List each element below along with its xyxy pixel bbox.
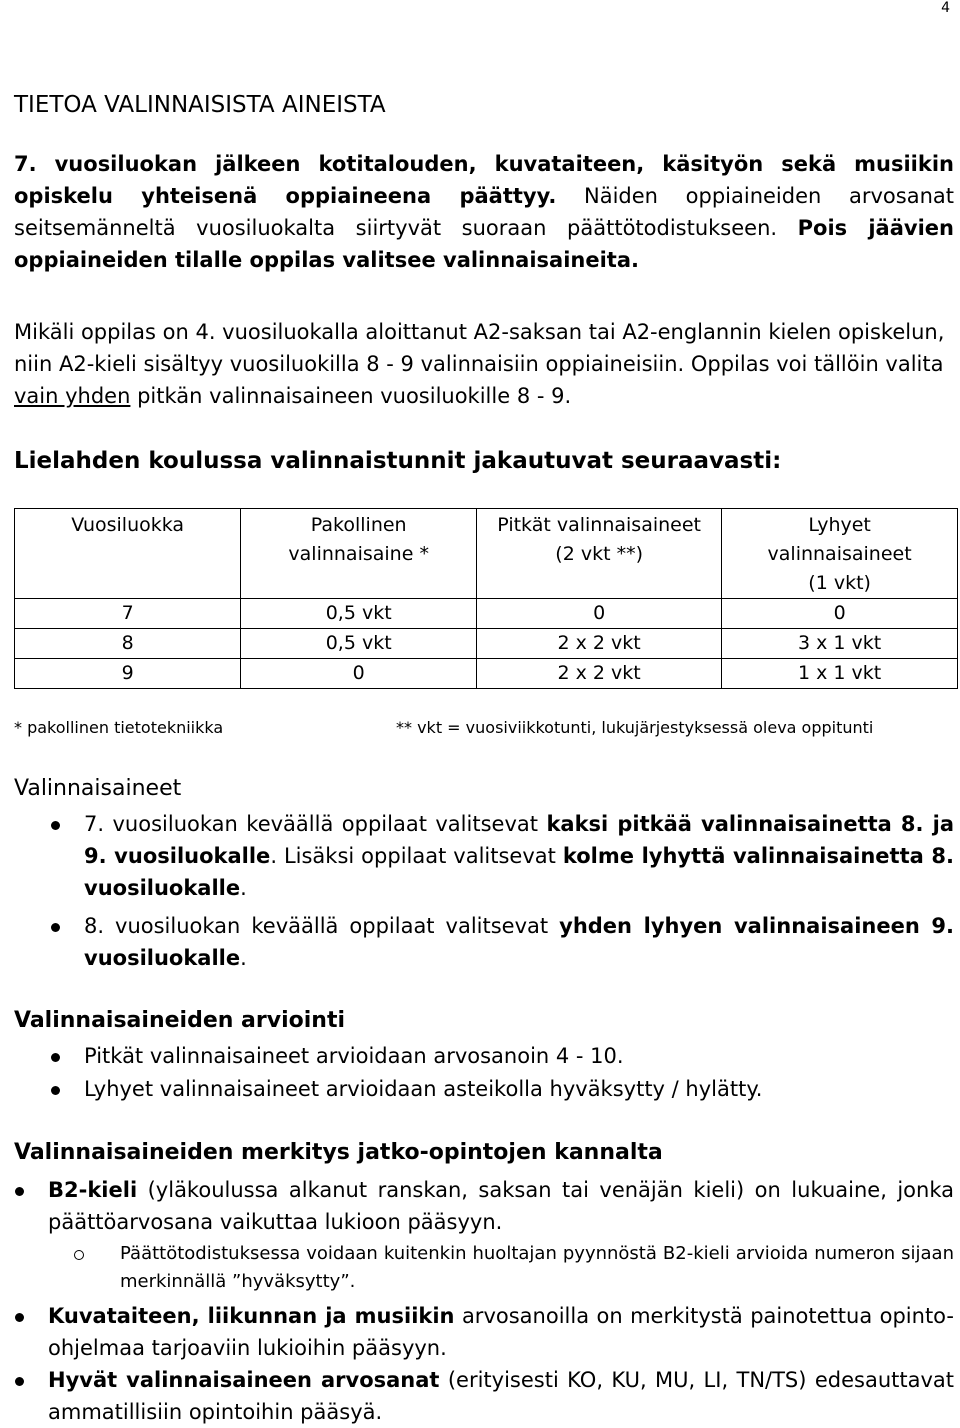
item-text: 7. vuosiluokan keväällä oppilaat valitsevat [84,812,547,836]
header-line: Lyhyet [808,514,871,536]
item-text: arvosanoilla on merkitystä painotettua opinto-ohjelmaa tarjoaviin lukioihin pääsyyn. [48,1304,955,1360]
bullet-icon [15,1313,24,1322]
item-bold: Hyvät valinnaisaineen arvosanat [48,1368,440,1392]
list-item [84,808,954,904]
header-lyhyet [722,509,958,599]
table-cell: 0,5 vkt [241,599,477,629]
item-text: (erityisesti KO, KU, MU, LI, TN/TS) edesauttavat ammatillisiin opintoihin pääsyä. [48,1368,954,1424]
sub-item-text: Päättötodistuksessa voidaan kuitenkin huoltajan pyynnöstä B2-kieli arvioida numeron sijaan merkinnällä ”hyväksytty”. [120,1243,954,1292]
bullet-icon [51,1053,60,1062]
valinnaisaineet-heading: Valinnaisaineet [14,776,182,801]
table-header-row [15,509,958,599]
footnote-right: ** vkt = vuosiviikkotunti, lukujärjestyksessä oleva oppitunti [396,718,874,737]
sub-item [120,1240,954,1296]
header-line: valinnaisaineet [767,543,912,565]
bullet-icon [51,1086,60,1095]
table-row [15,599,958,629]
distribution-heading: Lielahden koulussa valinnaistunnit jakautuvat seuraavasti: [14,448,782,474]
header-vuosiluokka [15,509,241,599]
list-item [84,910,954,974]
footnote-left: * pakollinen tietotekniikka [14,718,224,737]
table-cell: 0 [722,599,958,629]
header-line: Pitkät valinnaisaineet [497,514,701,536]
item-bold: yhden lyhyen valinnaisaineen 9. vuosiluokalle [84,914,954,970]
list-item [48,1300,954,1364]
item-text: . [240,946,247,970]
list-item [84,1040,954,1073]
table-cell: 2 x 2 vkt [477,659,722,689]
valinnaisaineet-list [84,808,954,974]
list-item [48,1174,954,1296]
page-title: TIETOA VALINNAISISTA AINEISTA [14,92,386,118]
intro-paragraph [14,148,954,276]
table-cell: 1 x 1 vkt [722,659,958,689]
table-cell: 2 x 2 vkt [477,629,722,659]
merkitys-list [48,1174,954,1428]
table-cell: 0 [477,599,722,629]
a2-text-1: Mikäli oppilas on 4. vuosiluokalla aloittanut A2-saksan tai A2-englannin kielen opiskelun, niin A2-kieli sisältyy vuosiluokilla 8 - 9 valinnaisiin oppiaineisiin. Oppilas voi tällöin valita [14,320,945,376]
bullet-icon [15,1187,24,1196]
header-line: (1 vkt) [808,572,871,594]
arviointi-list [84,1040,954,1106]
bullet-icon [15,1377,24,1386]
item-text: . Lisäksi oppilaat valitsevat [270,844,563,868]
header-line: valinnaisaine * [288,543,429,565]
header-line: Pakollinen [310,514,407,536]
item-text: (yläkoulussa alkanut ranskan, saksan tai venäjän kieli) on lukuaine, jonka päättöarvosana vaikuttaa lukioon pääsyyn. [48,1178,954,1234]
bullet-icon [51,821,60,830]
header-pakollinen [241,509,477,599]
item-text: Lyhyet valinnaisaineet arvioidaan asteikolla hyväksytty / hylätty. [84,1077,763,1101]
table-cell: 7 [15,599,241,629]
page-number: 4 [941,0,950,16]
header-line: (2 vkt **) [555,543,643,565]
list-item [84,1073,954,1106]
table-row [15,659,958,689]
item-bold: kaksi pitkää valinnaisainetta 8. ja 9. vuosiluokalle [84,812,954,868]
a2-paragraph [14,316,954,412]
intro-bold-2: Pois jäävien oppiaineiden tilalle oppilas valitsee valinnaisaineita. [14,216,954,272]
intro-normal: Näiden oppiaineiden arvosanat seitsemänneltä vuosiluokalta siirtyvät suoraan päättötodistukseen. [14,184,954,240]
table-cell: 3 x 1 vkt [722,629,958,659]
header-pitkat [477,509,722,599]
list-item [48,1364,954,1428]
intro-bold: 7. vuosiluokan jälkeen kotitalouden, kuvataiteen, käsityön sekä musiikin opiskelu yhteisenä oppiaineena päättyy. [14,152,954,208]
table-cell: 0,5 vkt [241,629,477,659]
table-cell: 8 [15,629,241,659]
bullet-icon [51,923,60,932]
item-text: 8. vuosiluokan keväällä oppilaat valitsevat [84,914,560,938]
item-text: . [240,876,247,900]
arviointi-heading: Valinnaisaineiden arviointi [14,1008,346,1033]
item-text: Pitkät valinnaisaineet arvioidaan arvosanoin 4 - 10. [84,1044,624,1068]
a2-underlined: vain yhden [14,384,131,408]
table-cell: 0 [241,659,477,689]
a2-text-2: pitkän valinnaisaineen vuosiluokille 8 - 9. [130,384,572,408]
distribution-table [14,508,958,689]
circle-bullet-icon [74,1250,84,1260]
table-row [15,629,958,659]
merkitys-heading: Valinnaisaineiden merkitys jatko-opintojen kannalta [14,1140,663,1165]
table-cell: 9 [15,659,241,689]
item-bold: B2-kieli [48,1178,138,1202]
item-bold: kolme lyhyttä valinnaisainetta 8. vuosiluokalle [84,844,954,900]
header-line: Vuosiluokka [71,514,185,536]
item-bold: Kuvataiteen, liikunnan ja musiikin [48,1304,455,1328]
